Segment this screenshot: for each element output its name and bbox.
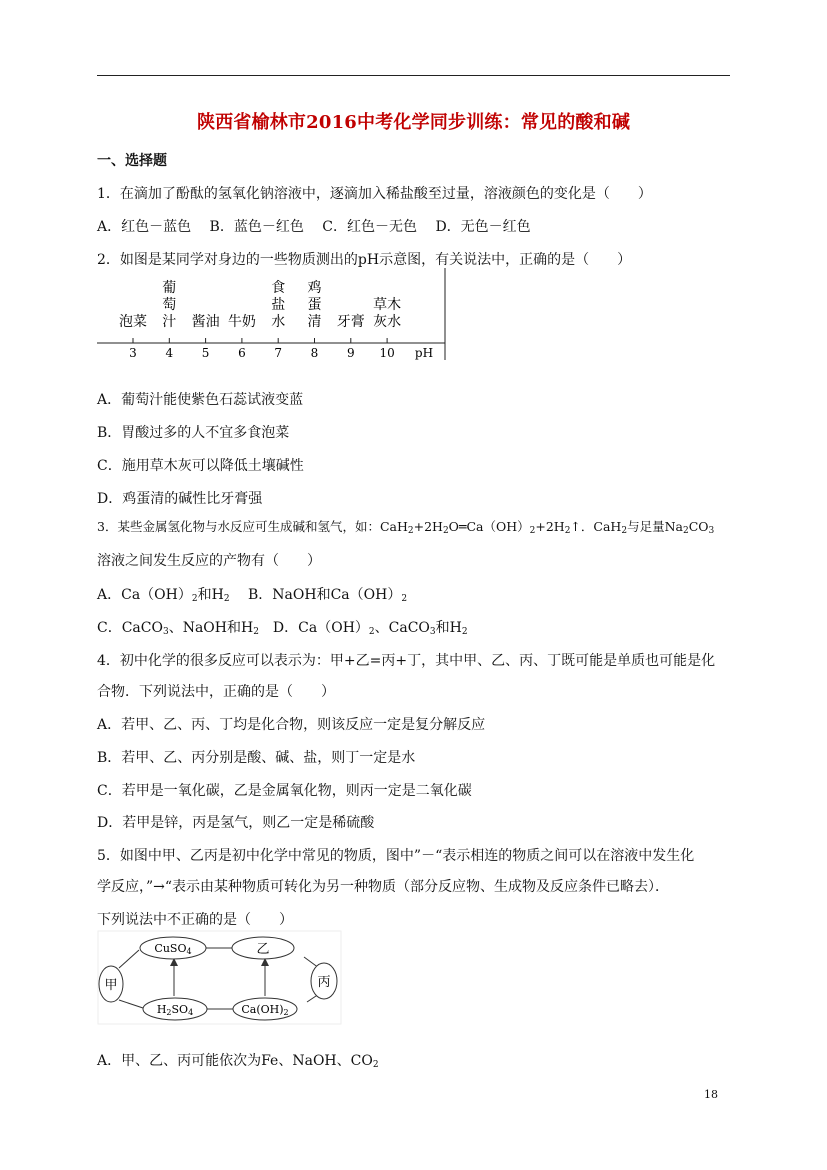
ph-tick-label: 5 bbox=[201, 346, 210, 360]
q2-option-a: A．葡萄汁能使紫色石蕊试液变蓝 bbox=[97, 392, 304, 408]
ph-substance-label: 汁 bbox=[162, 314, 177, 330]
ph-substance-label: 酱油 bbox=[191, 314, 220, 330]
ph-substance-label: 葡 bbox=[162, 280, 177, 296]
q2-option-b: B．胃酸过多的人不宜多食泡菜 bbox=[97, 425, 290, 441]
ph-substance-label: 鸡 bbox=[307, 280, 322, 296]
node-caoh2: Ca(OH)2 bbox=[241, 1003, 289, 1017]
ph-tick-label: 8 bbox=[310, 346, 319, 360]
ph-axis-label: pH bbox=[414, 346, 434, 360]
q4-stem-line1: 4．初中化学的很多反应可以表示为：甲+乙=丙+丁，其中甲、乙、丙、丁既可能是单质也可能是化 bbox=[97, 653, 716, 669]
ph-substance-label: 灰水 bbox=[373, 314, 402, 330]
ph-substance-label: 清 bbox=[307, 314, 322, 330]
page-number: 18 bbox=[704, 1088, 718, 1101]
q4-option-a: A．若甲、乙、丙、丁均是化合物，则该反应一定是复分解反应 bbox=[97, 717, 486, 733]
ph-substance-label: 食 bbox=[271, 280, 286, 296]
q3-options-cd: C．CaCO$_3$、NaOH和$H_2$ D．$Ca(OH)_2$、CaCO$_3$和$H_2$ bbox=[97, 620, 468, 637]
ph-tick-label: 6 bbox=[238, 346, 246, 360]
q4-option-d: D．若甲是锌，丙是氢气，则乙一定是稀硫酸 bbox=[97, 815, 375, 831]
q4-option-b: B．若甲、乙、丙分别是酸、碱、盐，则丁一定是水 bbox=[97, 750, 416, 766]
q1-stem: 1．在滴加了酚酞的氢氧化钠溶液中，逐滴加入稀盐酸至过量，溶液颜色的变化是（ ） bbox=[97, 186, 652, 202]
q2-option-d: D．鸡蛋清的碱性比牙膏强 bbox=[97, 491, 263, 507]
ph-substance-label: 牛奶 bbox=[227, 314, 256, 330]
q5-option-a: A．甲、乙、丙可能依次为Fe、NaOH、$CO_2$ bbox=[97, 1053, 379, 1070]
q4-stem-line2: 合物．下列说法中，正确的是（ ） bbox=[97, 684, 335, 700]
section-label: 一、选择题 bbox=[97, 153, 167, 169]
q3-stem-line2: 溶液之间发生反应的产物有（ ） bbox=[97, 553, 321, 569]
ph-tick-label: 9 bbox=[346, 346, 355, 360]
ph-substance-label: 萄 bbox=[162, 297, 177, 313]
ph-substance-label: 水 bbox=[271, 314, 286, 330]
ph-tick-label: 7 bbox=[274, 346, 283, 360]
q5-stem-line1: 5．如图中甲、乙丙是初中化学中常见的物质，图中”－“表示相连的物质之间可以在溶液中发生化 bbox=[97, 848, 695, 864]
ph-tick-label: 10 bbox=[379, 346, 395, 360]
ph-substance-label: 泡菜 bbox=[119, 314, 147, 330]
node-yi: 乙 bbox=[256, 942, 270, 957]
q2-stem: 2．如图是某同学对身边的一些物质测出的pH示意图，有关说法中，正确的是（ ） bbox=[97, 252, 632, 268]
reaction-diagram bbox=[97, 930, 342, 1025]
ph-tick-label: 3 bbox=[129, 346, 137, 360]
page-title: 陕西省榆林市2016中考化学同步训练：常见的酸和碱 bbox=[196, 112, 631, 133]
q5-stem-line3: 下列说法中不正确的是（ ） bbox=[97, 912, 293, 928]
ph-substance-label: 草木 bbox=[373, 297, 402, 313]
header-rule bbox=[97, 75, 730, 76]
ph-substance-label: 牙膏 bbox=[336, 314, 365, 330]
q3-options-ab: A．$Ca(OH)_2$和$H_2$ B．NaOH和$Ca(OH)_2$ bbox=[97, 587, 408, 604]
q4-option-c: C．若甲是一氧化碳，乙是金属氧化物，则丙一定是二氧化碳 bbox=[97, 783, 472, 799]
ph-substance-label: 蛋 bbox=[307, 297, 322, 313]
ph-substance-label: 盐 bbox=[271, 297, 286, 313]
ph-tick-label: 4 bbox=[165, 346, 174, 360]
q3-stem-line1: 3．某些金属氢化物与水反应可生成碱和氢气，如：$CaH_2+2H_2O═Ca(OH)_2+2H_2↑$．CaH$_2$与足量$Na_2CO_3$ bbox=[97, 519, 715, 536]
node-jia: 甲 bbox=[104, 978, 118, 993]
node-bing: 丙 bbox=[317, 975, 331, 990]
ph-scale-figure bbox=[97, 268, 457, 368]
q5-stem-line2: 学反应，”→“表示由某种物质可转化为另一种物质（部分反应物、生成物及反应条件已略去）． bbox=[97, 879, 670, 895]
q1-options: A．红色－蓝色 B．蓝色－红色 C．红色－无色 D．无色－红色 bbox=[97, 219, 531, 235]
q2-option-c: C．施用草木灰可以降低土壤碱性 bbox=[97, 458, 304, 474]
node-h2so4: H2SO4 bbox=[156, 1003, 194, 1017]
node-cuso4: CuSO4 bbox=[154, 942, 192, 956]
